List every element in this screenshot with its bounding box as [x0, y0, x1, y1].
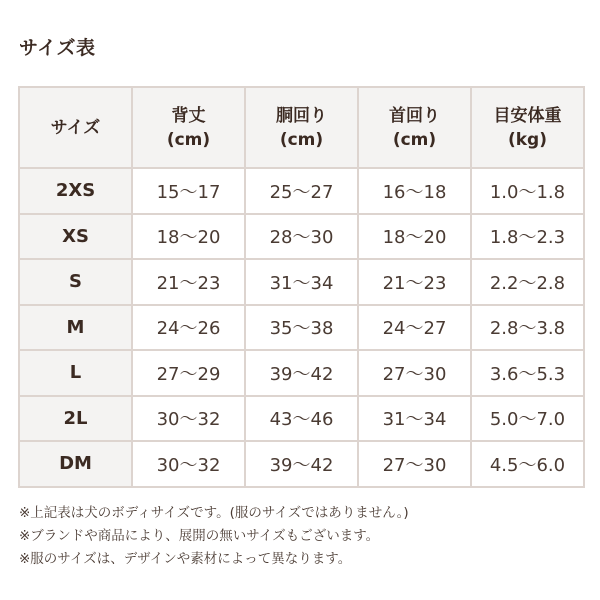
column-header-label: 目安体重: [493, 105, 562, 126]
back-length-cell: 18〜20: [132, 214, 245, 260]
column-header-unit: (kg): [507, 129, 547, 150]
waist-cell: 39〜42: [245, 441, 358, 487]
weight-cell: 3.6〜5.3: [471, 350, 584, 396]
weight-cell: 2.8〜3.8: [471, 305, 584, 351]
waist-cell: 28〜30: [245, 214, 358, 260]
notes: [19, 502, 409, 571]
weight-cell: 4.5〜6.0: [471, 441, 584, 487]
column-header-label: サイズ: [50, 117, 101, 138]
neck-cell: 27〜30: [358, 350, 471, 396]
size-label-cell: 2L: [19, 396, 132, 442]
back-length-cell: 15〜17: [132, 168, 245, 214]
weight-cell: 5.0〜7.0: [471, 396, 584, 442]
size-label-cell: S: [19, 259, 132, 305]
column-header-unit: (cm): [279, 129, 324, 150]
waist-cell: 25〜27: [245, 168, 358, 214]
neck-cell: 21〜23: [358, 259, 471, 305]
table-row: [19, 305, 584, 351]
neck-cell: 27〜30: [358, 441, 471, 487]
neck-cell: 24〜27: [358, 305, 471, 351]
column-header-neck: [358, 87, 471, 168]
page-title: サイズ表: [19, 37, 96, 59]
weight-cell: 1.0〜1.8: [471, 168, 584, 214]
column-header-unit: (cm): [166, 129, 211, 150]
waist-cell: 31〜34: [245, 259, 358, 305]
size-label-cell: M: [19, 305, 132, 351]
table-row: [19, 214, 584, 260]
table-row: [19, 441, 584, 487]
note-body-size: ※上記表は犬のボディサイズです。(服のサイズではありません。): [19, 505, 409, 521]
note-garment-size: ※服のサイズは、デザインや素材によって異なります。: [19, 551, 352, 567]
column-header-waist: [245, 87, 358, 168]
table-row: [19, 350, 584, 396]
column-header-label: 胴回り: [276, 105, 327, 126]
back-length-cell: 21〜23: [132, 259, 245, 305]
back-length-cell: 27〜29: [132, 350, 245, 396]
waist-cell: 39〜42: [245, 350, 358, 396]
column-header-size: [19, 87, 132, 168]
column-header-back-length: [132, 87, 245, 168]
back-length-cell: 24〜26: [132, 305, 245, 351]
size-label-cell: XS: [19, 214, 132, 260]
back-length-cell: 30〜32: [132, 441, 245, 487]
table-header-row: [19, 87, 584, 168]
neck-cell: 16〜18: [358, 168, 471, 214]
size-label-cell: DM: [19, 441, 132, 487]
back-length-cell: 30〜32: [132, 396, 245, 442]
table-row: [19, 168, 584, 214]
column-header-weight: [471, 87, 584, 168]
table-row: [19, 396, 584, 442]
weight-cell: 2.2〜2.8: [471, 259, 584, 305]
table-row: [19, 259, 584, 305]
column-header-label: 首回り: [389, 105, 440, 126]
column-header-unit: (cm): [392, 129, 437, 150]
neck-cell: 18〜20: [358, 214, 471, 260]
waist-cell: 43〜46: [245, 396, 358, 442]
waist-cell: 35〜38: [245, 305, 358, 351]
column-header-label: 背丈: [171, 105, 206, 126]
size-table: [18, 86, 585, 488]
note-availability: ※ブランドや商品により、展開の無いサイズもございます。: [19, 528, 380, 544]
size-label-cell: L: [19, 350, 132, 396]
size-label-cell: 2XS: [19, 168, 132, 214]
neck-cell: 31〜34: [358, 396, 471, 442]
weight-cell: 1.8〜2.3: [471, 214, 584, 260]
